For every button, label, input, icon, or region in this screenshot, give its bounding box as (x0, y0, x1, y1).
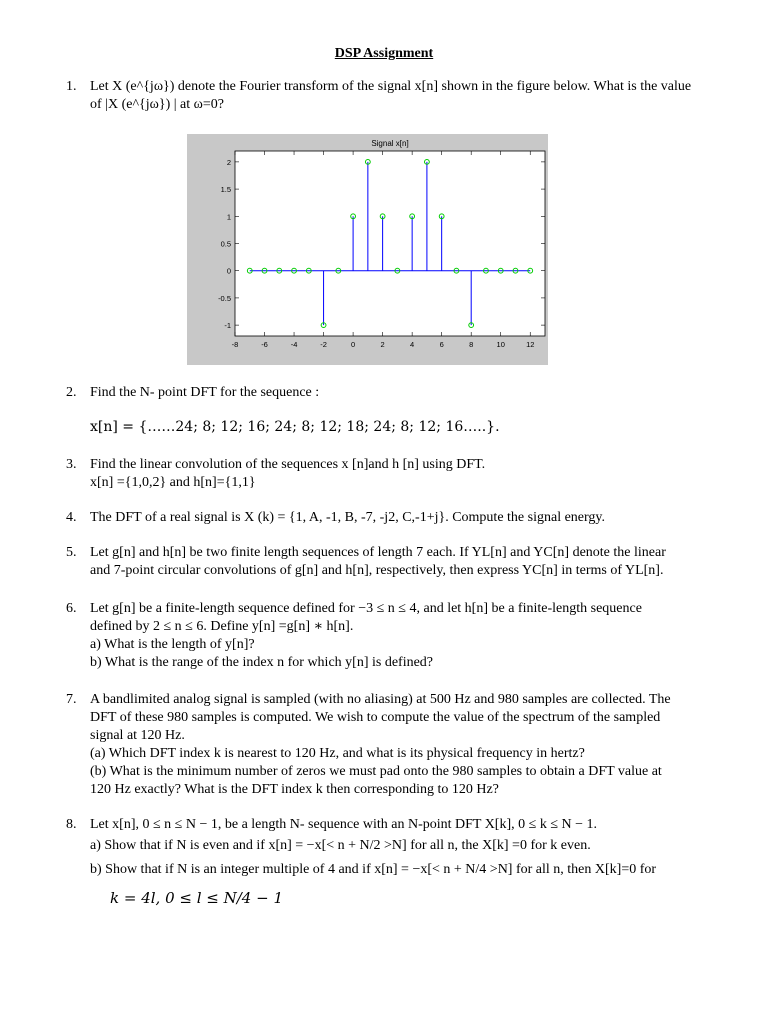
question-number: 1. (66, 79, 77, 94)
plot-title: Signal x[n] (371, 139, 409, 148)
y-tick-label: 1 (226, 212, 231, 222)
question-text: Find the N- point DFT for the sequence : (90, 385, 320, 400)
question-text: A bandlimited analog signal is sampled (with no aliasing) at 500 Hz and 980 samples are collected. The (90, 692, 671, 707)
question-text: Let x[n], 0 ≤ n ≤ N − 1, be a length N- sequence with an N-point DFT X[k], 0 ≤ k ≤ N − 1. (90, 817, 598, 832)
question-number: 3. (66, 457, 77, 472)
question-text: defined by 2 ≤ n ≤ 6. Define y[n] =g[n] ∗ h[n]. (90, 619, 354, 634)
y-tick-label: -0.5 (218, 293, 231, 303)
question-text: of |X (e^{jω}) | at ω=0? (90, 97, 224, 112)
y-tick-label: 0 (226, 266, 231, 276)
question-3 (66, 456, 726, 492)
question-4 (66, 509, 726, 527)
x-tick-label: 0 (351, 340, 356, 349)
question-text: Find the linear convolution of the sequences x [n]and h [n] using DFT. (90, 457, 486, 472)
question-number: 4. (66, 510, 77, 525)
y-tick-label: 1.5 (220, 185, 231, 195)
question-number: 7. (66, 692, 77, 707)
question-text: Let g[n] and h[n] be two finite length sequences of length 7 each. If YL[n] and YC[n] denote the linear (90, 545, 666, 560)
question-8 (66, 816, 726, 907)
question-text: Let g[n] be a finite-length sequence defined for −3 ≤ n ≤ 4, and let h[n] be a finite-length sequence (90, 601, 642, 616)
question-text: Let X (e^{jω}) denote the Fourier transform of the signal x[n] shown in the figure below. What is the value (90, 79, 692, 94)
x-tick-label: -6 (261, 340, 268, 349)
page-title: DSP Assignment (334, 46, 434, 61)
question-text: and 7-point circular convolutions of g[n] and h[n], respectively, then express YC[n] in terms of YL[n]. (90, 563, 664, 578)
question-text: The DFT of a real signal is X (k) = {1, A, -1, B, -7, -j2, C,-1+j}. Compute the signal energy. (90, 510, 606, 525)
equation-text: k = 4l, 0 ≤ l ≤ N/4 − 1 (110, 889, 283, 907)
question-2 (66, 384, 726, 436)
x-tick-label: 8 (469, 340, 474, 349)
question-5 (66, 544, 726, 580)
question-text: b) Show that if N is an integer multiple of 4 and if x[n] = −x[< n + N/4 >N] for all n, then X[k]=0 for (90, 862, 657, 877)
stem-plot (187, 134, 548, 365)
question-text: (b) What is the minimum number of zeros we must pad onto the 980 samples to obtain a DFT value at (90, 764, 662, 779)
question-text: x[n] ={1,0,2} and h[n]={1,1} (90, 475, 256, 490)
sequence-text: x[n] = {……24; 8; 12; 16; 24; 8; 12; 18; 24; 8; 12; 16…..}. (90, 419, 500, 435)
y-tick-label: 0.5 (220, 239, 231, 249)
x-tick-label: -2 (320, 340, 327, 349)
question-text: DFT of these 980 samples is computed. We wish to compute the value of the spectrum of the sampled (90, 710, 661, 725)
question-text: 120 Hz exactly? What is the DFT index k then corresponding to 120 Hz? (90, 782, 499, 797)
x-tick-label: -4 (290, 340, 298, 349)
y-tick-label: -1 (224, 321, 231, 331)
x-tick-label: 4 (410, 340, 415, 349)
question-text: signal at 120 Hz. (90, 728, 185, 743)
question-text: a) What is the length of y[n]? (90, 637, 255, 652)
question-number: 2. (66, 385, 77, 400)
question-7 (66, 691, 726, 799)
y-tick-label: 2 (226, 157, 231, 167)
question-6 (66, 600, 726, 672)
x-tick-label: 10 (496, 340, 505, 349)
x-tick-label: -8 (231, 340, 239, 349)
question-text: (a) Which DFT index k is nearest to 120 Hz, and what is its physical frequency in hertz? (90, 746, 585, 761)
question-number: 5. (66, 545, 77, 560)
question-number: 8. (66, 817, 77, 832)
question-text: a) Show that if N is even and if x[n] = −x[< n + N/2 >N] for all n, the X[k] =0 for k even. (90, 838, 591, 853)
signal-figure (187, 134, 548, 365)
question-1 (66, 78, 726, 114)
x-tick-label: 12 (526, 340, 535, 349)
question-text: b) What is the range of the index n for which y[n] is defined? (90, 655, 434, 670)
x-tick-label: 6 (439, 340, 444, 349)
question-number: 6. (66, 601, 77, 616)
plot-area (235, 151, 545, 336)
x-tick-label: 2 (380, 340, 385, 349)
